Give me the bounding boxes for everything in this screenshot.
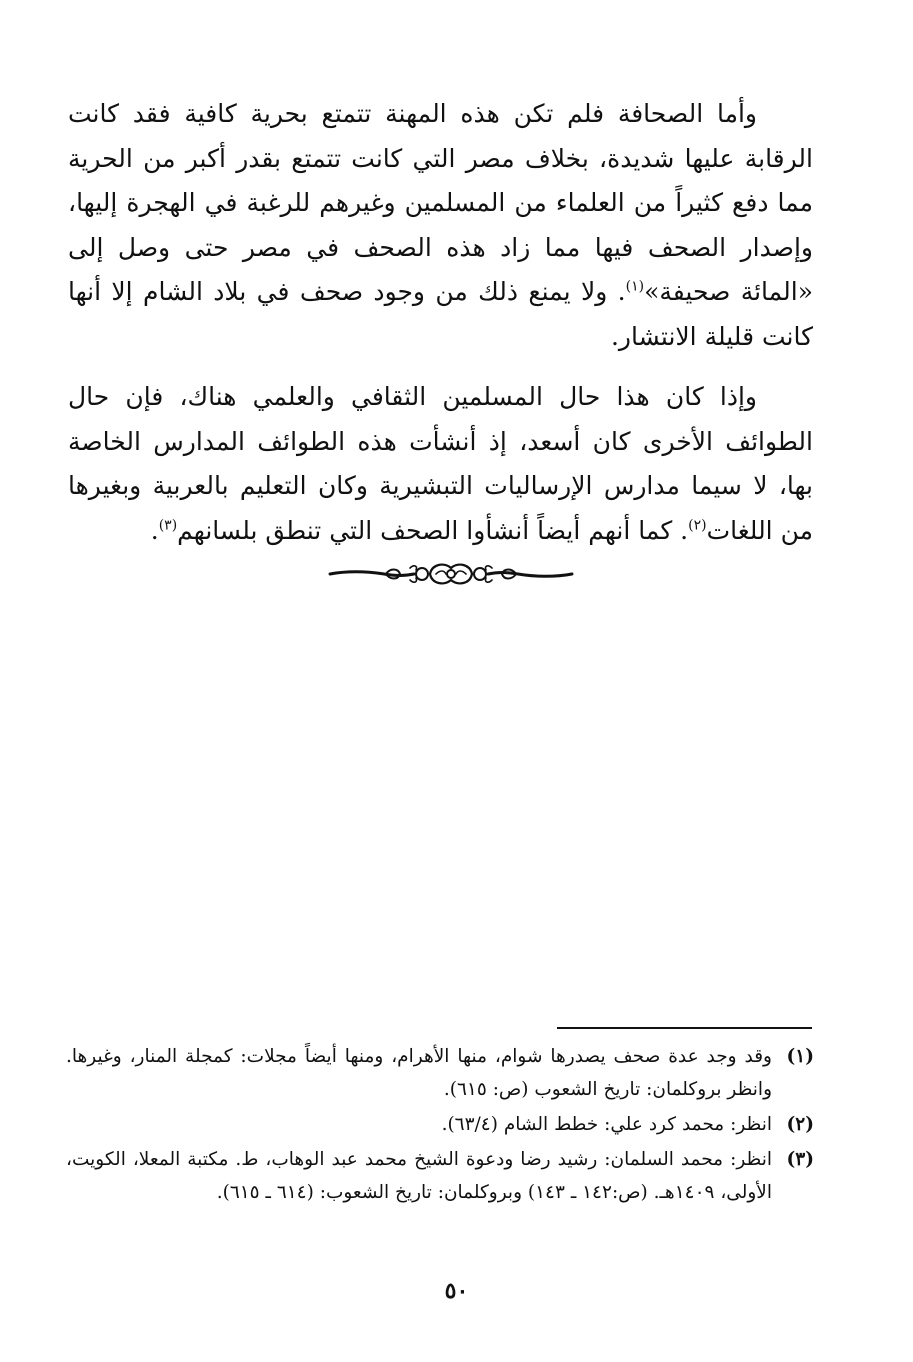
paragraph-text: وأما الصحافة فلم تكن هذه المهنة تتمتع بحرية كافية فقد كانت الرقابة عليها شديدة، بخلاف مصر التي كانت تتمتع بقدر أكبر من الحرية مما دفع كثيراً من العلماء من المسلمين وغيرهم للرغبة في الهجرة إليها، وإصدار الصحف فيها مما زاد هذه الصحف في مصر حتى وصل إلى «المائة صحيفة» [68, 99, 813, 306]
footnote-reference[interactable]: (٢) [688, 517, 707, 534]
footnotes [66, 1040, 814, 1211]
footnote-number: (١) [786, 1046, 814, 1067]
footnote-number: (٢) [786, 1114, 814, 1135]
footnote-reference[interactable]: (٣) [158, 517, 178, 534]
paragraph-press [68, 92, 813, 359]
page-number: ٥٠ [444, 1278, 469, 1304]
footnote-text: انظر: محمد السلمان: رشيد رضا ودعوة الشيخ محمد عبد الوهاب، ط. مكتبة المعلا، الكويت، الأولى، ١٤٠٩هـ. (ص:١٤٢ ـ ١٤٣) وبروكلمان: تاريخ الشعوب: (٦١٤ ـ ٦١٥). [66, 1149, 772, 1203]
footnote-text: وقد وجد عدة صحف يصدرها شوام، منها الأهرام، ومنها أيضاً مجلات: كمجلة المنار، وغيرها. وانظر بروكلمان: تاريخ الشعوب (ص: ٦١٥). [66, 1046, 772, 1100]
paragraph-text: وإذا كان هذا حال المسلمين الثقافي والعلمي هناك، فإن حال الطوائف الأخرى كان أسعد، إذ أنشأت هذه الطوائف المدارس الخاصة بها، لا سيما مدارس الإرساليات التبشيرية وكان التعليم بالعربية وبغيرها من اللغات [68, 382, 813, 545]
footnote-reference[interactable]: (١) [625, 278, 645, 295]
floral-divider-icon [326, 560, 576, 588]
paragraph-text: . [150, 515, 159, 545]
paragraph-text: . كما أنهم أيضاً أنشأوا الصحف التي تنطق بلسانهم [177, 515, 689, 545]
footnote-item [66, 1143, 814, 1209]
footnote-number: (٣) [786, 1149, 814, 1170]
paragraph-text: . ولا يمنع ذلك من وجود صحف في بلاد الشام إلا أنها كانت قليلة الانتشار. [68, 277, 813, 351]
footnote-text: انظر: محمد كرد علي: خطط الشام (٦٣/٤). [441, 1114, 772, 1135]
main-text [68, 92, 813, 553]
footnote-item [66, 1108, 814, 1141]
footnote-item [66, 1040, 814, 1106]
paragraph-sects [68, 375, 813, 553]
footnote-separator [557, 1027, 812, 1029]
